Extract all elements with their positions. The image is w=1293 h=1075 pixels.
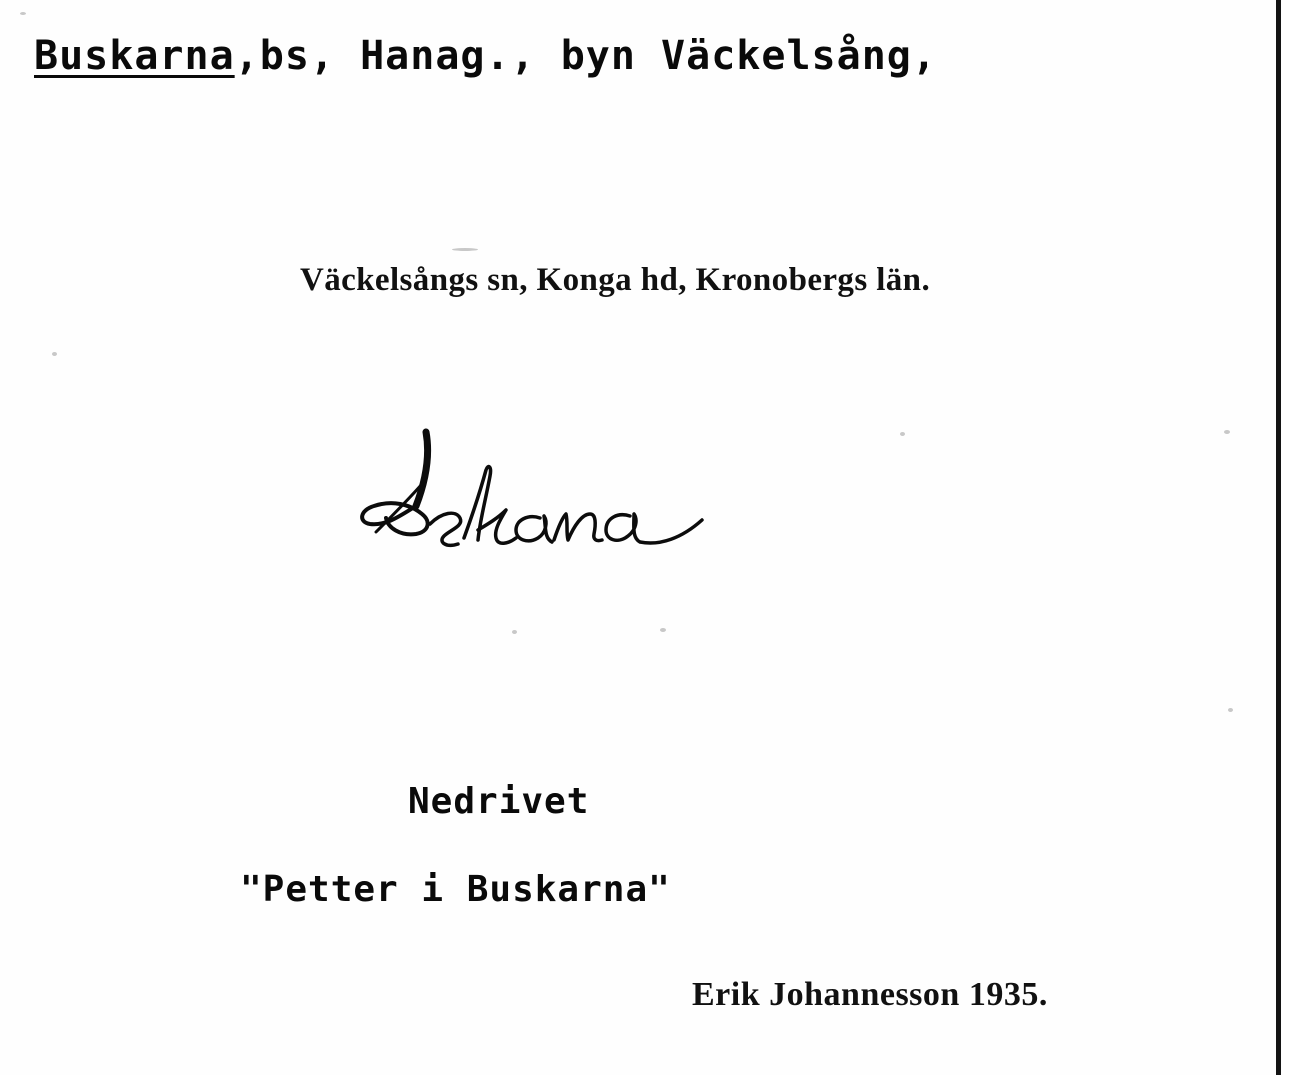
headword-term: Buskarna bbox=[34, 33, 235, 79]
scan-speckle bbox=[512, 630, 517, 634]
collector-credit: Erik Johannesson 1935. bbox=[692, 976, 1048, 1013]
scan-speckle bbox=[52, 352, 57, 356]
scan-speckle bbox=[452, 248, 478, 251]
note-nickname: "Petter i Buskarna" bbox=[240, 869, 671, 910]
scan-speckle bbox=[660, 628, 666, 632]
headword-line bbox=[34, 32, 937, 80]
scan-speckle bbox=[1224, 430, 1230, 434]
handwriting-ink-icon bbox=[330, 420, 790, 580]
scan-speckle bbox=[1228, 708, 1233, 712]
parish-location-line: Väckelsångs sn, Konga hd, Kronobergs län. bbox=[300, 262, 931, 298]
scan-edge bbox=[1276, 0, 1281, 1075]
scan-speckle bbox=[900, 432, 905, 436]
scan-speckle bbox=[20, 12, 26, 15]
handwritten-form bbox=[330, 420, 790, 580]
note-status: Nedrivet bbox=[408, 781, 590, 822]
headword-qualifiers: ,bs, Hanag., byn Väckelsång, bbox=[234, 33, 937, 79]
scan-margin bbox=[1282, 0, 1293, 1075]
